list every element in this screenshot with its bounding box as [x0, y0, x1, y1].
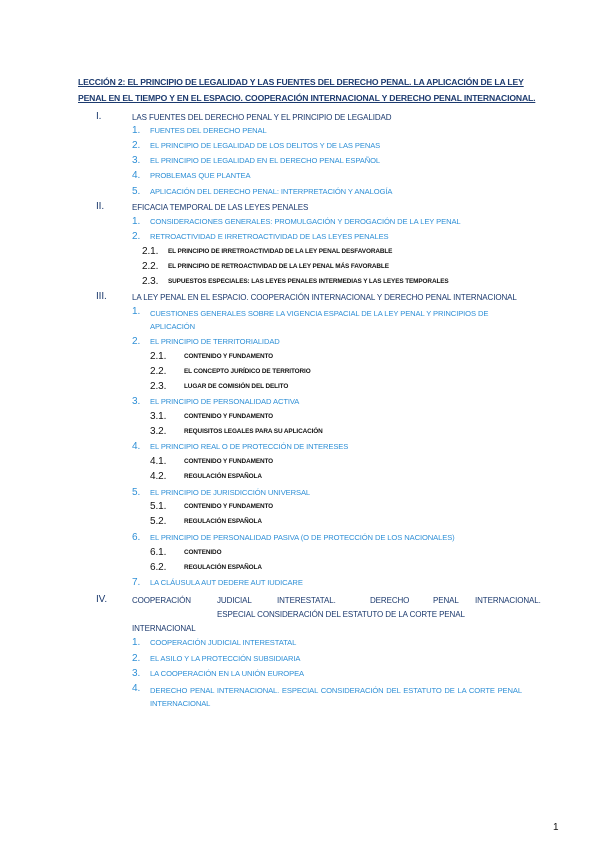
item-number: 2.	[132, 231, 141, 242]
item-number: 7.	[132, 577, 141, 588]
item-label: EL PRINCIPIO REAL O DE PROTECCIÓN DE INTERESES	[150, 442, 349, 451]
item-label: COOPERACIÓN JUDICIAL INTERESTATAL	[150, 638, 297, 647]
item-number: 3.1.	[150, 411, 167, 422]
item-number: 2.2.	[142, 261, 159, 272]
item-label: REQUISITOS LEGALES PARA SU APLICACIÓN	[184, 428, 323, 435]
item-number: 4.	[132, 170, 141, 181]
item-number: 2.	[132, 653, 141, 664]
item-label: CONSIDERACIONES GENERALES: PROMULGACIÓN Y DEROGACIÓN DE LA LEY PENAL	[150, 217, 461, 226]
section-number: I.	[96, 111, 102, 122]
lesson-title: LECCIÓN 2: EL PRINCIPIO DE LEGALIDAD Y LAS FUENTES DEL DERECHO PENAL. LA APLICACIÓN DE LA LEY PENAL EN EL TIEMPO Y EN EL ESPACIO. COOPERACIÓN INTERNACIONAL Y DERECHO PENAL INTERNACIONAL.	[78, 77, 536, 103]
item-label: EL ASILO Y LA PROTECCIÓN SUBSIDIARIA	[150, 654, 301, 663]
section-number: IV.	[96, 594, 108, 605]
item-label: LA COOPERACIÓN EN LA UNIÓN EUROPEA	[150, 669, 304, 678]
section-label: EFICACIA TEMPORAL DE LAS LEYES PENALES	[132, 203, 309, 212]
section-label-word: JUDICIAL	[217, 596, 252, 605]
item-label: CONTENIDO Y FUNDAMENTO	[184, 458, 274, 465]
item-label: REGULACIÓN ESPAÑOLA	[184, 473, 262, 480]
item-label: LA CLÁUSULA AUT DEDERE AUT IUDICARE	[150, 578, 303, 587]
item-number: 2.1.	[150, 351, 167, 362]
item-label: EL PRINCIPIO DE RETROACTIVIDAD DE LA LEY PENAL MÁS FAVORABLE	[168, 263, 389, 270]
item-label: FUENTES DEL DERECHO PENAL	[150, 126, 267, 135]
item-number: 1.	[132, 216, 141, 227]
section-label: LA LEY PENAL EN EL ESPACIO. COOPERACIÓN INTERNACIONAL Y DERECHO PENAL INTERNACIONAL	[132, 293, 517, 302]
item-label: EL PRINCIPIO DE LEGALIDAD DE LOS DELITOS Y DE LAS PENAS	[150, 141, 381, 150]
item-number: 6.1.	[150, 547, 167, 558]
item-label: EL PRINCIPIO DE IRRETROACTIVIDAD DE LA LEY PENAL DESFAVORABLE	[168, 248, 393, 255]
section-label-word: COOPERACIÓN	[132, 596, 191, 605]
item-number: 2.	[132, 140, 141, 151]
item-number: 5.	[132, 487, 141, 498]
item-label: APLICACIÓN DEL DERECHO PENAL: INTERPRETACIÓN Y ANALOGÍA	[150, 187, 393, 196]
item-label: LUGAR DE COMISIÓN DEL DELITO	[184, 383, 289, 390]
item-label: CUESTIONES GENERALES SOBRE LA VIGENCIA ESPACIAL DE LA LEY PENAL Y PRINCIPIOS DE APLICACIÓN	[150, 309, 489, 331]
item-label: CONTENIDO Y FUNDAMENTO	[184, 413, 274, 420]
item-number: 3.	[132, 668, 141, 679]
item-number: 2.3.	[150, 381, 167, 392]
item-number: 2.2.	[150, 366, 167, 377]
item-number: 2.3.	[142, 276, 159, 287]
item-number: 6.	[132, 532, 141, 543]
item-label: EL CONCEPTO JURÍDICO DE TERRITORIO	[184, 368, 311, 375]
section-label-word: PENAL	[433, 596, 459, 605]
item-label: RETROACTIVIDAD E IRRETROACTIVIDAD DE LAS LEYES PENALES	[150, 232, 389, 241]
item-label: EL PRINCIPIO DE TERRITORIALIDAD	[150, 337, 280, 346]
item-number: 4.	[132, 683, 141, 694]
item-label: EL PRINCIPIO DE PERSONALIDAD ACTIVA	[150, 397, 300, 406]
section-label-word: DERECHO	[370, 596, 410, 605]
item-number: 5.1.	[150, 501, 167, 512]
item-number: 2.	[132, 336, 141, 347]
item-label: REGULACIÓN ESPAÑOLA	[184, 564, 262, 571]
item-number: 1.	[132, 637, 141, 648]
section-label-continued: INTERNACIONAL	[132, 624, 196, 633]
item-label: EL PRINCIPIO DE LEGALIDAD EN EL DERECHO PENAL ESPAÑOL	[150, 156, 381, 165]
section-number: III.	[96, 291, 107, 302]
item-number: 3.	[132, 396, 141, 407]
item-number: 6.2.	[150, 562, 167, 573]
section-label: LAS FUENTES DEL DERECHO PENAL Y EL PRINCIPIO DE LEGALIDAD	[132, 113, 392, 122]
item-label: SUPUESTOS ESPECIALES: LAS LEYES PENALES INTERMEDIAS Y LAS LEYES TEMPORALES	[168, 278, 449, 285]
item-number: 4.2.	[150, 471, 167, 482]
section-label-continued: ESPECIAL CONSIDERACIÓN DEL ESTATUTO DE LA CORTE PENAL	[217, 610, 465, 619]
item-label: CONTENIDO Y FUNDAMENTO	[184, 503, 274, 510]
item-label: EL PRINCIPIO DE PERSONALIDAD PASIVA (O DE PROTECCIÓN DE LOS NACIONALES)	[150, 533, 455, 542]
item-number: 5.	[132, 186, 141, 197]
item-number: 3.	[132, 155, 141, 166]
item-number: 4.1.	[150, 456, 167, 467]
item-label: CONTENIDO	[184, 549, 222, 556]
section-label-word: INTERNACIONAL.	[475, 596, 541, 605]
item-label: PROBLEMAS QUE PLANTEA	[150, 171, 251, 180]
item-label: REGULACIÓN ESPAÑOLA	[184, 518, 262, 525]
item-number: 1.	[132, 306, 141, 317]
item-number: 4.	[132, 441, 141, 452]
page-number: 1	[553, 822, 559, 833]
item-number: 2.1.	[142, 246, 159, 257]
section-number: II.	[96, 201, 105, 212]
item-number: 3.2.	[150, 426, 167, 437]
item-number: 5.2.	[150, 516, 167, 527]
item-label: EL PRINCIPIO DE JURISDICCIÓN UNIVERSAL	[150, 488, 311, 497]
section-label-word: INTERESTATAL.	[277, 596, 336, 605]
item-number: 1.	[132, 125, 141, 136]
item-label: CONTENIDO Y FUNDAMENTO	[184, 353, 274, 360]
item-label: DERECHO PENAL INTERNACIONAL. ESPECIAL CONSIDERACIÓN DEL ESTATUTO DE LA CORTE PENAL INTERNACIONAL	[150, 686, 522, 708]
